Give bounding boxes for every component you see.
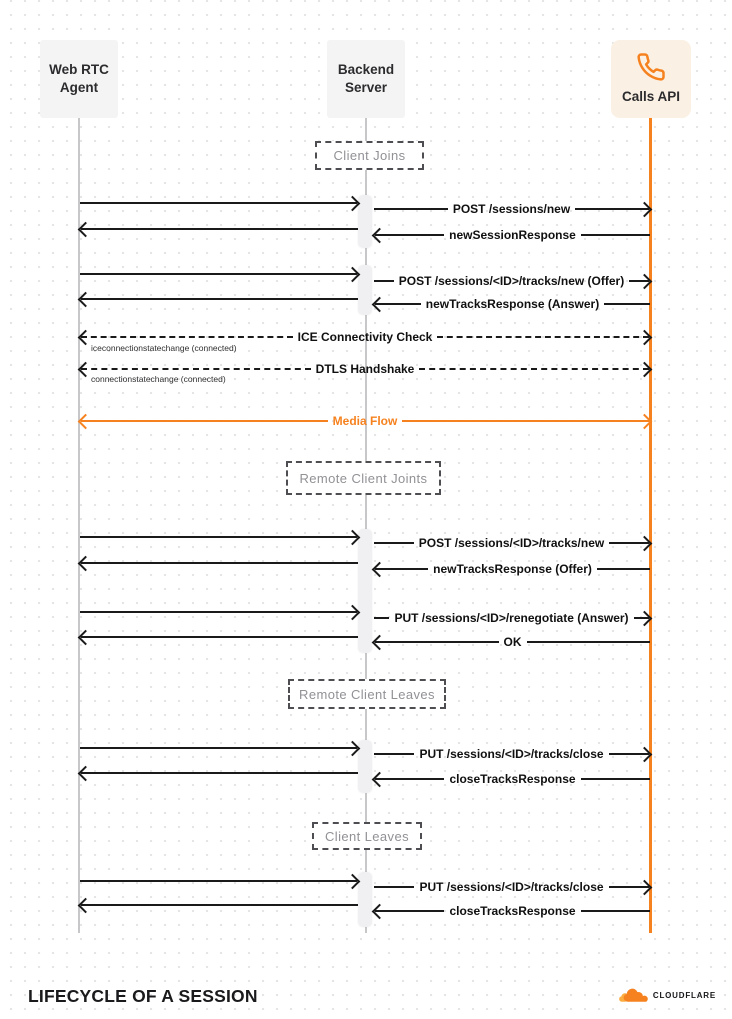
phase-client-joins <box>315 141 424 170</box>
message-label: POST /sessions/<ID>/tracks/new <box>418 536 605 550</box>
phone-icon <box>636 52 666 82</box>
lifeline-web-rtc-agent <box>78 118 80 933</box>
arrow-agent-to-backend <box>80 530 358 544</box>
arrow-backend-to-agent <box>80 766 358 780</box>
event-sublabel: iceconnectionstatechange (connected) <box>91 343 237 353</box>
message-post-tracks-new <box>374 536 650 550</box>
message-put-tracks-close <box>374 747 650 761</box>
cloudflare-logo <box>619 988 716 1003</box>
message-post-tracks-new-offer <box>374 274 650 288</box>
arrowhead-left-icon <box>372 561 388 577</box>
arrow-agent-to-backend <box>80 196 358 210</box>
actor-label: Calls API <box>621 88 681 104</box>
arrow-agent-to-backend <box>80 874 358 888</box>
activation-bar <box>358 872 372 927</box>
cloudflare-cloud-icon <box>619 988 649 1003</box>
arrowhead-left-icon <box>372 296 388 312</box>
arrowhead-left-icon <box>78 897 94 913</box>
arrowhead-left-icon <box>372 634 388 650</box>
activation-bar <box>358 529 372 653</box>
arrowhead-right-icon <box>345 873 361 889</box>
actor-backend-server <box>327 40 405 118</box>
arrowhead-left-icon <box>372 227 388 243</box>
arrowhead-right-icon <box>345 604 361 620</box>
message-label: POST /sessions/<ID>/tracks/new (Offer) <box>398 274 625 288</box>
actor-label: Backend Server <box>337 61 395 95</box>
arrowhead-right-icon <box>637 201 653 217</box>
arrowhead-right-icon <box>345 529 361 545</box>
message-put-tracks-close-2 <box>374 880 650 894</box>
arrowhead-right-icon <box>637 746 653 762</box>
message-label: PUT /sessions/<ID>/renegotiate (Answer) <box>394 611 629 625</box>
phase-label: Client Leaves <box>325 828 409 844</box>
message-label: newSessionResponse <box>449 228 576 242</box>
actor-label: Web RTC Agent <box>49 61 109 95</box>
message-new-session-response <box>374 228 650 242</box>
phase-label: Remote Client Leaves <box>299 686 435 702</box>
arrow-backend-to-agent <box>80 556 358 570</box>
page-title: LIFECYCLE OF A SESSION <box>28 986 258 1006</box>
actor-calls-api <box>611 40 691 118</box>
arrowhead-right-icon <box>637 273 653 289</box>
arrowhead-right-icon <box>637 610 653 626</box>
message-label: closeTracksResponse <box>449 772 576 786</box>
phase-client-leaves <box>312 822 422 850</box>
arrowhead-right-icon <box>345 740 361 756</box>
arrow-agent-to-backend <box>80 741 358 755</box>
activation-bar <box>358 265 372 315</box>
arrowhead-left-icon <box>78 291 94 307</box>
message-media-flow <box>80 414 650 428</box>
message-label: Media Flow <box>332 414 398 428</box>
arrow-backend-to-agent <box>80 292 358 306</box>
arrowhead-left-icon <box>78 413 94 429</box>
cloudflare-wordmark: CLOUDFLARE <box>652 991 716 1000</box>
message-label: DTLS Handshake <box>315 362 415 376</box>
arrowhead-left-icon <box>372 771 388 787</box>
message-label: PUT /sessions/<ID>/tracks/close <box>419 747 604 761</box>
event-sublabel: connectionstatechange (connected) <box>91 374 226 384</box>
message-put-renegotiate-answer <box>374 611 650 625</box>
arrowhead-left-icon <box>78 765 94 781</box>
message-label: newTracksResponse (Answer) <box>425 297 600 311</box>
arrowhead-left-icon <box>372 903 388 919</box>
message-label: POST /sessions/new <box>452 202 571 216</box>
arrowhead-right-icon <box>637 361 653 377</box>
message-close-tracks-response-2 <box>374 904 650 918</box>
message-new-tracks-response-answer <box>374 297 650 311</box>
message-ok <box>374 635 650 649</box>
phase-remote-client-leaves <box>288 679 446 709</box>
message-label: newTracksResponse (Offer) <box>433 562 592 576</box>
arrowhead-right-icon <box>637 879 653 895</box>
arrowhead-right-icon <box>345 266 361 282</box>
message-label: closeTracksResponse <box>449 904 576 918</box>
phase-label: Client Joins <box>333 148 406 163</box>
message-label: ICE Connectivity Check <box>297 330 433 344</box>
arrow-backend-to-agent <box>80 898 358 912</box>
message-ice-connectivity-check <box>80 330 650 344</box>
phase-remote-client-joints <box>286 461 441 495</box>
arrow-backend-to-agent <box>80 630 358 644</box>
message-post-sessions-new <box>374 202 650 216</box>
message-new-tracks-response-offer <box>374 562 650 576</box>
arrowhead-right-icon <box>637 329 653 345</box>
arrow-agent-to-backend <box>80 605 358 619</box>
arrow-agent-to-backend <box>80 267 358 281</box>
arrow-backend-to-agent <box>80 222 358 236</box>
arrowhead-right-icon <box>345 195 361 211</box>
arrowhead-left-icon <box>78 629 94 645</box>
arrowhead-right-icon <box>637 413 653 429</box>
arrowhead-left-icon <box>78 221 94 237</box>
message-label: PUT /sessions/<ID>/tracks/close <box>419 880 604 894</box>
arrowhead-left-icon <box>78 555 94 571</box>
actor-web-rtc-agent <box>40 40 118 118</box>
phase-label: Remote Client Joints <box>299 470 428 486</box>
message-label: OK <box>503 635 522 649</box>
arrowhead-right-icon <box>637 535 653 551</box>
message-close-tracks-response <box>374 772 650 786</box>
